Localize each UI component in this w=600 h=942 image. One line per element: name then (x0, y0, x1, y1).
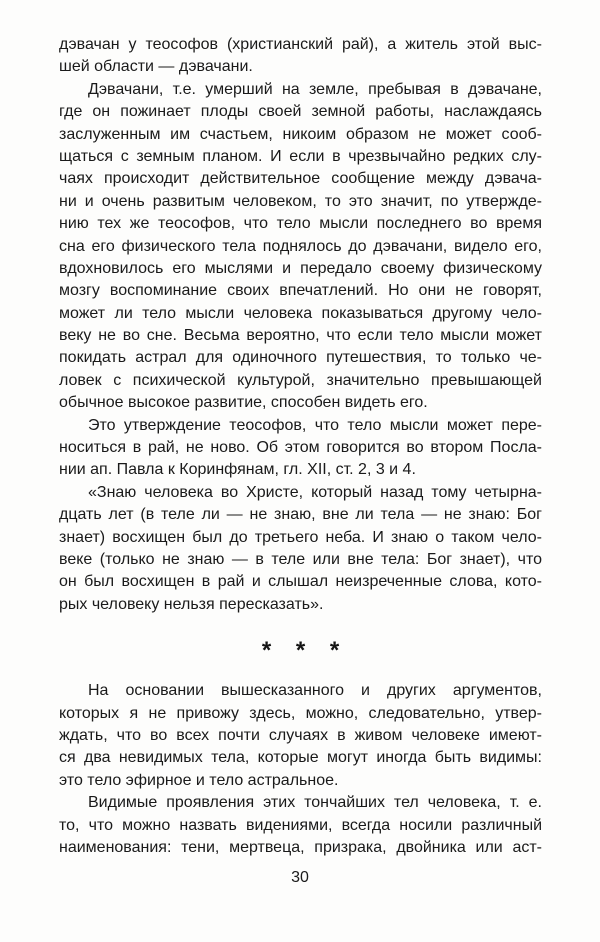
text-line: ни и очень развитым человеком, то это значит, по утвержде- (59, 192, 542, 210)
text-line: обычное высокое развитие, способен видеть его. (59, 394, 428, 412)
text-line: «Знаю человека во Христе, который назад тому четырна- (88, 483, 542, 501)
text-line: рых человеку нельзя пересказать». (59, 595, 324, 613)
text-line: веку не во сне. Весьма вероятно, что если тело мысли может (59, 327, 542, 345)
text-line: знает) восхищен был до третьего неба. И знаю о таком чело- (59, 528, 542, 546)
text-line: На основании вышесказанного и других аргументов, (88, 682, 542, 700)
text-line: он был восхищен в рай и слышал неизреченные слова, кото- (59, 573, 542, 591)
text-line: вдохновилось его мыслями и передало своему физическому (59, 259, 542, 277)
text-line: наименования: тени, мертвеца, призрака, двойника или аст- (59, 838, 542, 856)
text-line: шей области — дэвачани. (59, 58, 253, 76)
text-line: ловек с психической культурой, значительно превышающей (59, 371, 542, 389)
text-line: сна его физического тела поднялось до дэвачани, видело его, (59, 237, 542, 255)
text-line: Это утверждение теософов, что тело мысли может пере- (88, 416, 542, 434)
text-line: носиться в рай, не ново. Об этом говорится во втором Посла- (59, 439, 542, 457)
text-line: чаях происходит действительное сообщение между дэвача- (59, 170, 542, 188)
text-line: то, что можно назвать видениями, всегда носили различный (59, 816, 542, 834)
text-line: Видимые проявления этих тончайших тел человека, т. е. (88, 794, 542, 812)
separator-stars: * * * (261, 637, 349, 665)
text-line: щаться с земным планом. И если в чрезвычайно редких слу- (59, 147, 542, 165)
text-line: Дэвачани, т.е. умерший на земле, пребывая в дэвачане, (88, 80, 542, 98)
section-separator (59, 632, 542, 665)
page-number: 30 (291, 869, 309, 887)
text-line: покидать астрал для одиночного путешествия, то только че- (59, 349, 542, 367)
text-line: мозгу воспоминание своих впечатлений. Но они не говорят, (59, 282, 542, 300)
text-line: веке (только не знаю — в теле или вне тела: Бог знает), что (59, 550, 542, 568)
text-line: это тело эфирное и тело астральное. (59, 771, 339, 789)
text-line: дэвачан у теософов (христианский рай), а житель этой выс- (59, 36, 542, 53)
text-line: дцать лет (в теле ли — не знаю, вне ли тела — не знаю: Бог (59, 506, 542, 524)
text-line: которых я не привожу здесь, можно, следовательно, утвер- (59, 704, 542, 722)
text-line: ся два невидимых тела, которые могут иногда быть видимы: (59, 749, 542, 767)
text-line: заслуженным им счастьем, никоим образом не может сооб- (59, 125, 542, 143)
text-line: нию тех же теософов, что тело мысли последнего во время (59, 215, 542, 233)
text-line: нии ап. Павла к Коринфянам, гл. XII, ст. 2, 3 и 4. (59, 461, 416, 479)
text-line: ждать, что во всех почти случаях в живом человеке имеют- (59, 726, 542, 744)
text-line: где он пожинает плоды своей земной работы, наслаждаясь (59, 103, 542, 121)
text-line: может ли тело мысли человека показываться другому чело- (59, 304, 542, 322)
